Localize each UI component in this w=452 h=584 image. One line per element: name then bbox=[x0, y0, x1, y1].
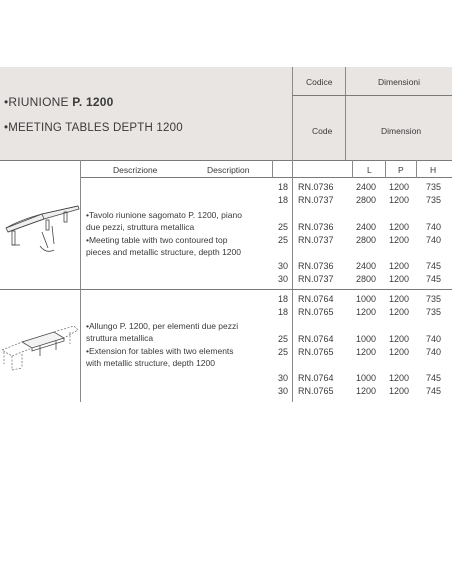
row-code: RN.0736 bbox=[298, 182, 334, 192]
row-code: RN.0765 bbox=[298, 386, 334, 396]
row-thk: 30 bbox=[278, 373, 289, 383]
column-descrizione: Descrizione bbox=[113, 165, 158, 175]
column-header-bottom-rule bbox=[80, 177, 452, 178]
row-L: 2800 bbox=[356, 274, 377, 284]
row-L: 1000 bbox=[356, 334, 377, 344]
row-P: 1200 bbox=[389, 222, 410, 232]
row-thk: 18 bbox=[278, 307, 289, 317]
row-P: 1200 bbox=[389, 386, 410, 396]
row-H: 740 bbox=[426, 222, 442, 232]
row-L: 2800 bbox=[356, 235, 377, 245]
column-H: H bbox=[430, 165, 437, 175]
meeting-table-drawing bbox=[2, 198, 80, 260]
row-H: 740 bbox=[426, 334, 442, 344]
row-L: 1200 bbox=[356, 307, 377, 317]
header-codice: Codice bbox=[306, 77, 333, 87]
row-L: 2400 bbox=[356, 222, 377, 232]
row-P: 1200 bbox=[389, 373, 410, 383]
row-H: 745 bbox=[426, 373, 442, 383]
row-H: 735 bbox=[426, 307, 442, 317]
row-thk: 18 bbox=[278, 195, 289, 205]
column-P: P bbox=[398, 165, 404, 175]
row-H: 745 bbox=[426, 386, 442, 396]
row-P: 1200 bbox=[389, 182, 410, 192]
header-mid-rule bbox=[292, 95, 452, 96]
row-code: RN.0765 bbox=[298, 347, 334, 357]
row-L: 2400 bbox=[356, 261, 377, 271]
product-separator bbox=[0, 289, 452, 290]
product-1-desc-it: •Tavolo riunione sagomato P. 1200, piano due pezzi, struttura metallica bbox=[86, 210, 242, 233]
row-P: 1200 bbox=[389, 274, 410, 284]
row-H: 740 bbox=[426, 347, 442, 357]
row-thk: 30 bbox=[278, 274, 289, 284]
table-row: 18 bbox=[278, 182, 289, 192]
row-code: RN.0764 bbox=[298, 294, 334, 304]
product-1-desc-en: •Meeting table with two contoured top pieces and metallic structure, depth 1200 bbox=[86, 235, 241, 258]
title-english: •MEETING TABLES DEPTH 1200 bbox=[4, 122, 183, 134]
row-P: 1200 bbox=[389, 347, 410, 357]
row-H: 740 bbox=[426, 235, 442, 245]
col-line-thk bbox=[272, 160, 273, 178]
row-H: 745 bbox=[426, 274, 442, 284]
row-L: 1200 bbox=[356, 347, 377, 357]
row-L: 1200 bbox=[356, 386, 377, 396]
header-code: Code bbox=[312, 126, 333, 136]
row-L: 2800 bbox=[356, 195, 377, 205]
row-H: 735 bbox=[426, 182, 442, 192]
row-L: 1000 bbox=[356, 373, 377, 383]
row-code: RN.0737 bbox=[298, 274, 334, 284]
row-code: RN.0737 bbox=[298, 195, 334, 205]
row-P: 1200 bbox=[389, 334, 410, 344]
row-code: RN.0764 bbox=[298, 334, 334, 344]
row-thk: 25 bbox=[278, 334, 289, 344]
extension-drawing bbox=[0, 320, 80, 384]
row-P: 1200 bbox=[389, 195, 410, 205]
row-thk: 25 bbox=[278, 347, 289, 357]
row-H: 735 bbox=[426, 294, 442, 304]
col-line-P bbox=[385, 160, 386, 178]
product-2-desc-it: •Allungo P. 1200, per elementi due pezzi struttura metallica bbox=[86, 321, 239, 344]
header-divider-1 bbox=[292, 67, 293, 160]
row-thk: 25 bbox=[278, 222, 289, 232]
row-P: 1200 bbox=[389, 261, 410, 271]
row-L: 2400 bbox=[356, 182, 377, 192]
title-italian: •RIUNIONE P. 1200 bbox=[4, 95, 114, 109]
header-dimension: Dimension bbox=[381, 126, 422, 136]
col-line-desc bbox=[80, 160, 81, 178]
row-code: RN.0765 bbox=[298, 307, 334, 317]
row-H: 745 bbox=[426, 261, 442, 271]
product-2-desc-en: •Extension for tables with two elements with metallic structure, depth 1200 bbox=[86, 346, 234, 369]
column-description: Description bbox=[207, 165, 250, 175]
column-L: L bbox=[367, 165, 372, 175]
row-code: RN.0764 bbox=[298, 373, 334, 383]
row-code: RN.0737 bbox=[298, 235, 334, 245]
row-P: 1200 bbox=[389, 294, 410, 304]
row-L: 1000 bbox=[356, 294, 377, 304]
col-line-code bbox=[292, 160, 293, 178]
row-thk: 30 bbox=[278, 261, 289, 271]
col-line-L bbox=[352, 160, 353, 178]
row-H: 735 bbox=[426, 195, 442, 205]
row-thk: 18 bbox=[278, 294, 289, 304]
header-divider-2 bbox=[345, 67, 346, 160]
header-dimensioni: Dimensioni bbox=[378, 77, 421, 87]
row-code: RN.0736 bbox=[298, 222, 334, 232]
row-P: 1200 bbox=[389, 235, 410, 245]
col-line-H bbox=[416, 160, 417, 178]
row-code: RN.0736 bbox=[298, 261, 334, 271]
row-thk: 30 bbox=[278, 386, 289, 396]
row-thk: 25 bbox=[278, 235, 289, 245]
row-P: 1200 bbox=[389, 307, 410, 317]
